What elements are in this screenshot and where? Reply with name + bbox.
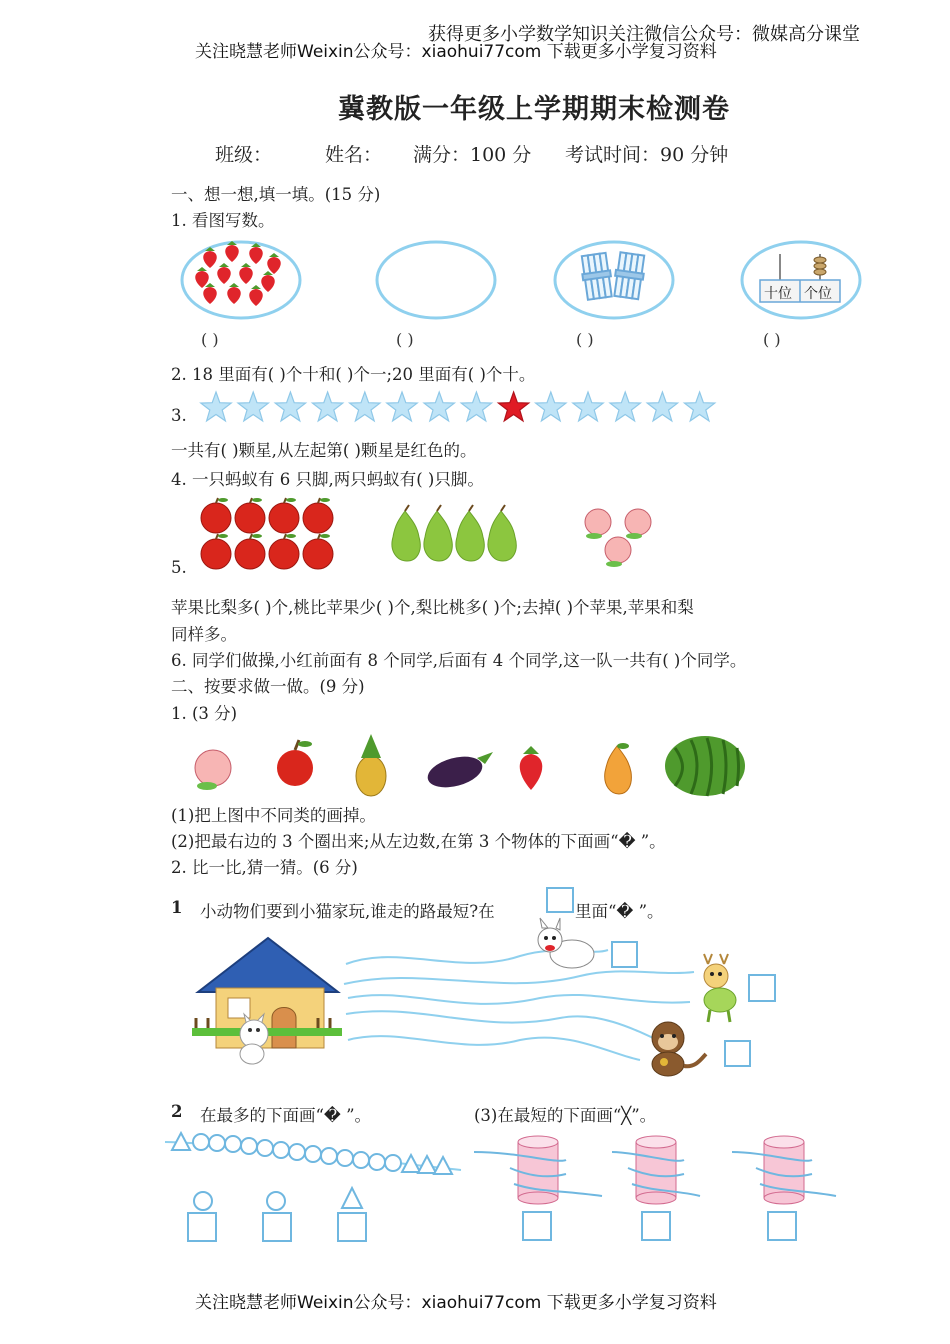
strawberry-icon [217,263,231,284]
star-icon [610,392,640,421]
bead-triangle [418,1156,436,1173]
cat-house-illustration [192,934,342,1064]
monkey-icon [640,1018,708,1078]
s2-q2-3-prompt: (3)在最短的下面画“╳”。 [474,1106,657,1125]
answer-box-triangles[interactable] [337,1212,367,1242]
dog-icon [532,918,604,978]
cylinder-icon [732,1136,836,1204]
answer-box-cylinder-2[interactable] [641,1211,671,1241]
strawberry-icon [239,263,253,284]
star-icon [573,392,603,421]
star-icon [424,392,454,421]
bead-circle [257,1140,273,1156]
exam-time: 考试时间：90 分钟 [565,144,729,166]
apple-icon [235,498,265,533]
strawberry-icon-group [180,240,302,320]
circle-shape-2 [265,1190,287,1212]
fruit-and-vegetable-row [185,732,755,800]
bead-circle [225,1136,241,1152]
apple-icon [303,498,333,533]
pineapple-icon [356,734,386,796]
answer-blank-1[interactable]: ( ) [201,330,219,349]
strawberry-icon [195,267,209,288]
apple-icon [269,498,299,533]
peach-icon-group [580,502,660,572]
apple-icon [235,534,265,569]
full-score: 满分：100 分 [413,144,532,166]
apple-icon [303,534,333,569]
triangle-shape [340,1186,364,1210]
pear-icon [605,743,632,794]
bead-circle [321,1148,337,1164]
s2-q1-prompt: 1. (3 分) [171,704,238,723]
answer-box-dog[interactable] [611,941,638,968]
apple-icon [201,534,231,569]
bead-circle [289,1144,305,1160]
name-label: 姓名： [325,144,383,166]
apple-icon [269,534,299,569]
cylinder-icon [612,1136,700,1204]
header-line-2: 关注晓慧老师Weixin公众号：xiaohui77com 下载更多小学复习资料 [195,42,717,62]
q6-prompt: 6. 同学们做操,小红前面有 8 个同学,后面有 4 个同学,这一队一共有( )个同学。 [171,651,747,670]
q3-prompt: 一共有( )颗星,从左起第( )颗星是红色的。 [171,441,477,460]
empty-oval-figure [375,240,497,320]
section1-heading: 一、想一想,填一填。(15 分) [171,185,381,204]
star-icon [201,392,231,421]
answer-box-circles-2[interactable] [262,1212,292,1242]
star-icon [684,392,714,421]
strawberry-icon [203,283,217,304]
q5-prompt-line2: 同样多。 [171,625,237,644]
star-icon [461,392,491,421]
inline-answer-box [546,887,574,913]
answer-blank-3[interactable]: ( ) [576,330,594,349]
answer-box-cylinder-3[interactable] [767,1211,797,1241]
s2-q2-1-prompt-b: 里面“� ”。 [575,902,664,921]
bead-triangle [434,1157,452,1174]
q1-prompt: 1. 看图写数。 [171,211,275,230]
cylinder-icon [474,1136,602,1204]
bead-circle [273,1142,289,1158]
apple-icon [277,740,313,786]
footer-note: 关注晓慧老师Weixin公众号：xiaohui77com 下载更多小学复习资料 [195,1293,717,1313]
section2-heading: 二、按要求做一做。(9 分) [171,677,365,696]
wrapped-cylinder-figures [490,1130,840,1210]
pear-icon-group [385,505,530,563]
s2-q1-part2: (2)把最右边的 3 个圈出来;从左边数,在第 3 个物体的下面画“� ”。 [171,832,666,851]
star-icon [387,392,417,421]
q2-prompt: 2. 18 里面有( )个十和( )个一;20 里面有( )个十。 [171,365,536,384]
apple-icon [201,498,231,533]
s2-q2-prompt: 2. 比一比,猜一猜。(6 分) [171,858,358,877]
abacus-tens-label: 十位 [764,286,792,302]
strawberry-icon [267,253,281,274]
strawberry-icon [249,285,263,306]
strawberry-icon [225,241,239,262]
star-icon [238,392,268,421]
s2-q2-2-prompt: 在最多的下面画“� ”。 [200,1106,372,1125]
answer-box-cylinder-1[interactable] [522,1211,552,1241]
bead-circle [337,1150,353,1166]
bead-circle [209,1135,225,1151]
eggplant-icon [424,751,493,793]
strawberry-icon [261,271,275,292]
star-row [198,390,728,426]
watermelon-icon [665,736,745,796]
strawberry-icon [227,283,241,304]
answer-box-monkey[interactable] [724,1040,751,1067]
s2-q2-1-prompt-a: 小动物们要到小猫家玩,谁走的路最短?在 [200,902,495,921]
q4-prompt: 4. 一只蚂蚁有 6 只脚,两只蚂蚁有( )只脚。 [171,470,484,489]
strawberry-icon [249,243,263,264]
answer-box-deer[interactable] [748,974,776,1002]
abacus-ones-label: 个位 [804,286,832,302]
answer-box-circles-1[interactable] [187,1212,217,1242]
q3-number: 3. [171,406,187,425]
class-label: 班级： [215,144,273,166]
abacus-oval-figure [740,240,862,320]
circle-shape [192,1190,214,1212]
star-icon [647,392,677,421]
deer-icon [694,954,746,1024]
s2-q2-1-number: 1 [171,898,183,917]
apple-icon-group [198,498,338,574]
bead-circle [369,1154,385,1170]
bead-circle [385,1155,401,1171]
peach-icon [195,750,231,790]
strawberry-icon [203,247,217,268]
bead-circle [353,1152,369,1168]
strawberry-icon [520,746,543,790]
header-line-1: 获得更多小学数学知识关注微信公众号：微媒高分课堂 [428,24,860,45]
red-star-icon [498,392,528,421]
q5-prompt-line1: 苹果比梨多( )个,桃比苹果少( )个,梨比桃多( )个;去掉( )个苹果,苹果和梨 [171,598,694,617]
bead-string-figure [165,1130,465,1180]
answer-blank-4[interactable]: ( ) [763,330,781,349]
s2-q1-part1: (1)把上图中不同类的画掉。 [171,806,376,825]
star-icon [536,392,566,421]
bead-circle [193,1134,209,1150]
star-icon [350,392,380,421]
answer-blank-2[interactable]: ( ) [396,330,414,349]
star-icon [312,392,342,421]
star-icon [275,392,305,421]
q5-number: 5. [171,558,187,577]
stick-bundles-oval-figure [553,240,675,320]
s2-q2-2-number: 2 [171,1102,183,1121]
bead-circle [241,1138,257,1154]
bead-circle [305,1146,321,1162]
page-title: 冀教版一年级上学期期末检测卷 [338,94,730,125]
